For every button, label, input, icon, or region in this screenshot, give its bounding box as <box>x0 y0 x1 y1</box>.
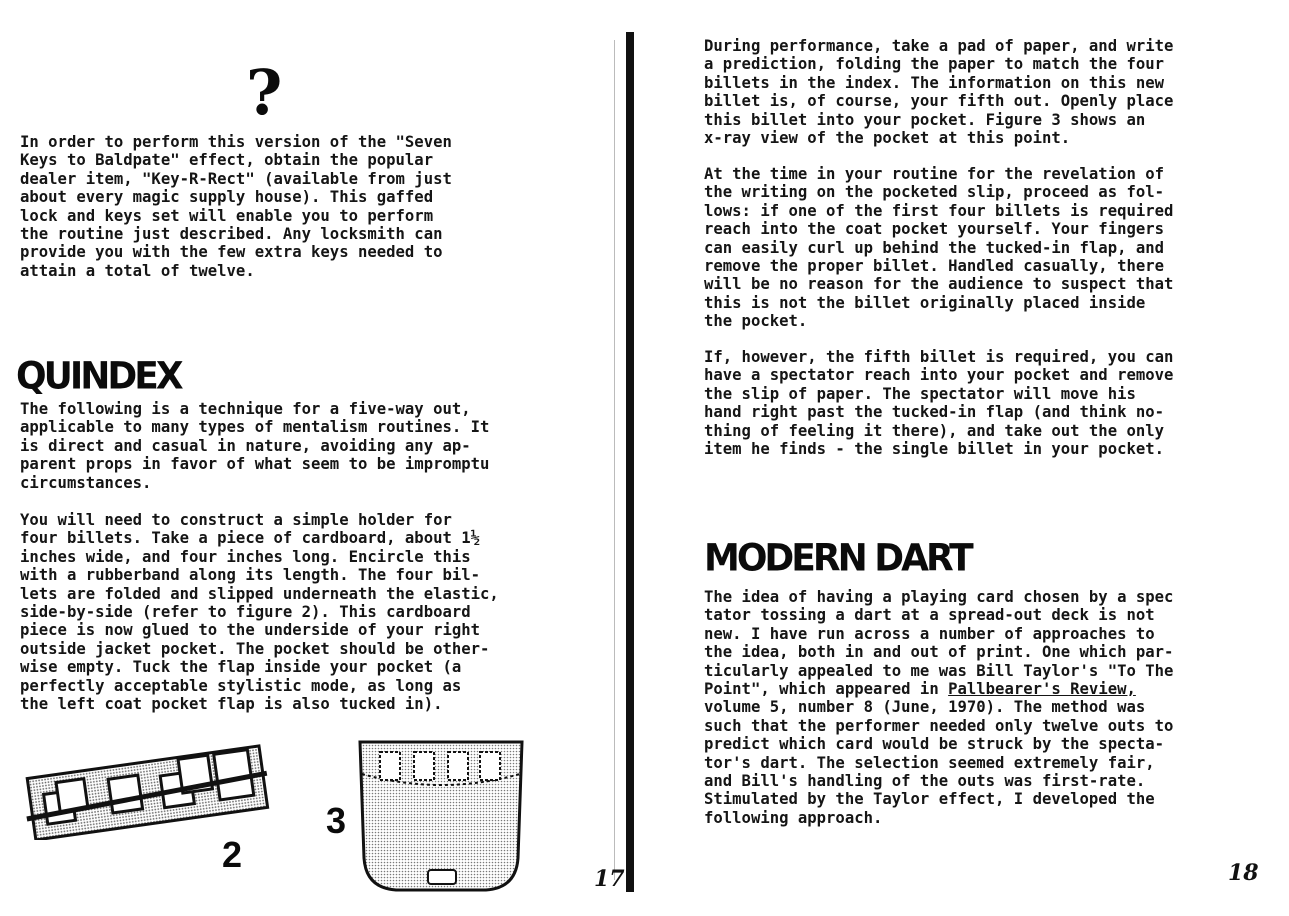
figure-3-label: 3 <box>326 800 347 841</box>
modern-dart-paragraph <box>704 588 1173 827</box>
page-number-right: 18 <box>1228 860 1259 886</box>
intro-paragraph: In order to perform this version of the "Seven Keys to Baldpate" effect, obtain the popular dealer item, "Key-R-Rect" (available from just about every magic supply house). This gaffed lock and keys set will enable you to perform the routine just described. Any locksmith can provide you with the few extra keys needed to attain a total of twelve. <box>20 133 452 280</box>
modern-dart-text-a: The idea of having a playing card chosen by a spec tator tossing a dart at a spread-out deck is not new. I have run across a number of approaches to the idea, both in and out of print. One which par- ticularly appealed to me was Bill Taylor's "To The Point", which appeared in <box>704 588 1174 699</box>
question-mark-heading: ? <box>246 56 283 129</box>
book-gutter <box>626 32 634 892</box>
fifth-billet-paragraph: If, however, the fifth billet is required, you can have a spectator reach into your pocket and remove the slip of paper. The spectator will move his hand right past the tucked-in flap (and think no- thing of feeling it there), and take out the only item he finds - the single billet in your pocket. <box>704 348 1174 459</box>
quindex-paragraph-2: You will need to construct a simple holder for four billets. Take a piece of cardboard, about 1½ inches wide, and four inches long. Encircle this with a rubberband along its length. The four bil- lets are folded and slipped underneath the elastic, side-by-side (refer to figure 2). This cardboard piece is now glued to the underside of your right outside jacket pocket. The pocket should be other- wise empty. Tuck the flap inside your pocket (a perfectly acceptable stylistic mode, as long as the left coat pocket flap is also tucked in). <box>20 511 499 714</box>
right-page <box>636 0 1289 916</box>
figure-3-pocket-xray <box>356 738 526 894</box>
pallbearers-review-title: Pallbearer's Review, <box>948 680 1136 699</box>
section-title-modern-dart: MODERN DART <box>704 536 971 581</box>
page-number-left: 17 <box>594 866 625 892</box>
modern-dart-text-b: volume 5, number 8 (June, 1970). The method was such that the performer needed only twelve outs to predict which card would be struck by the specta- tor's dart. The selection seemed extremely fair, and Bill's handling of the outs was first-rate. Stimulated by the Taylor effect, I developed the following approach. <box>704 698 1174 827</box>
figure-2-label: 2 <box>222 834 243 875</box>
quindex-paragraph-1: The following is a technique for a five-way out, applicable to many types of mentalism routines. It is direct and casual in nature, avoiding any ap- parent props in favor of what seem to be impromptu circumstances. <box>20 400 490 492</box>
prediction-paragraph: During performance, take a pad of paper, and write a prediction, folding the paper to match the four billets in the index. The information on this new billet is, of course, your fifth out. Openly place this billet into your pocket. Figure 3 shows an x-ray view of the pocket at this point. <box>704 37 1174 148</box>
figure-2-billet-holder <box>22 740 272 840</box>
left-page <box>0 0 624 916</box>
revelation-paragraph: At the time in your routine for the revelation of the writing on the pocketed slip, proceed as fol- lows: if one of the first four billets is required reach into the coat pocket yourself. Your fingers can easily curl up behind the tucked-in flap, and remove the proper billet. Handled casually, there will be no reason for the audience to suspect that this is not the billet originally placed inside the pocket. <box>704 165 1174 331</box>
section-title-quindex: QUINDEX <box>16 354 181 399</box>
